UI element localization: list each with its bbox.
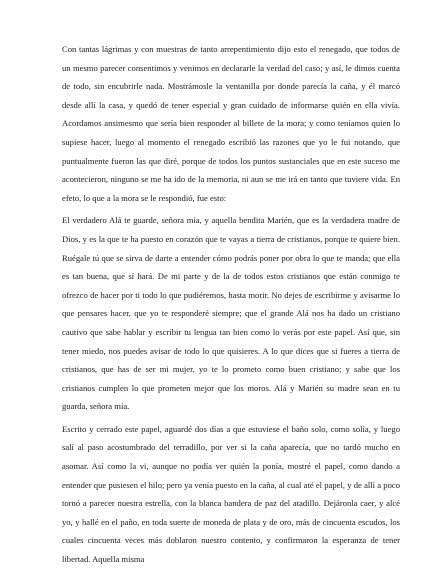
paragraph-1: Con tantas lágrimas y con muestras de tanto arrepentimiento dijo esto el renegado, que todos de un mesmo parecer consentimos y venimos en declararle la verdad del caso; y así, le dimos cuenta de todo, sin encubrirle nada. Mostrámosle la ventanilla por donde parecía la caña, y él marcó desde allí la casa, y quedó de tener especial y gran cuidado de informarse quién en ella vivía. Acordamos ansimesmo que sería bien responder al billete de la mora; y como teníamos quien lo supiese hacer, luego al momento el renegado escribió las razones que yo le fui notando, que puntualmente fueron las que diré, porque de todos los puntos sustanciales que en este suceso me acontecieron, ninguno se me ha ido de la memoria, ni aun se me irá en tanto que tuviere vida. En efeto, lo que a la mora se le respondió, fue esto: xyxy=(62,44,400,203)
paragraph-2-letter: El verdadero Alá te guarde, señora mía, y aquella bendita Marién, que es la verdadera madre de Dios, y es la que te ha puesto en corazón que te vayas a tierra de cristianos, porque te quiere bien. Ruégale tú que se sirva de darte a entender cómo podrás poner por obra lo que te manda; que ella es tan buena, que sí hará. De mi parte y de la de todos estos cristianos que están conmigo te ofrezco de hacer por ti todo lo que pudiéremos, hasta morir. No dejes de escribirme y avisarme lo que pensares hacer, que yo te responderé siempre; que el grande Alá nos ha dado un cristiano cautivo que sabe hablar y escribir tu lengua tan bien como lo verás por este papel. Así que, sin tener miedo, nos puedes avisar de todo lo que quisieres. A lo que dices que si fueres a tierra de cristianos, que has de ser mi mujer, yo te lo prometo como buen cristiano; y sabe que los cristianos cumplen lo que prometen mejor que los moros. Alá y Marién su madre sean en tu guarda, señora mía. xyxy=(62,215,400,412)
paragraph-3: Escrito y cerrado este papel, aguardé dos días a que estuviese el baño solo, como solía, y luego salí al paso acostumbrado del terradillo, por ver si la caña aparecía, que no tardó mucho en asomar. Así como la vi, aunque no podía ver quién la ponía, mostré el papel, como dando a entender que pusiesen el hilo; pero ya venía puesto en la caña, al cual até el papel, y de allí a poco tornó a parecer nuestra estrella, con la blanca bandera de paz del atadillo. Dejáronla caer, y alcé yo, y hallé en el paño, en toda suerte de moneda de plata y de oro, más de cincuenta escudos, los cuales cincuenta veces más doblaron nuestro contento, y confirmaron la esperanza de tener libertad. Aquella misma xyxy=(62,423,400,565)
document-body xyxy=(62,40,400,573)
